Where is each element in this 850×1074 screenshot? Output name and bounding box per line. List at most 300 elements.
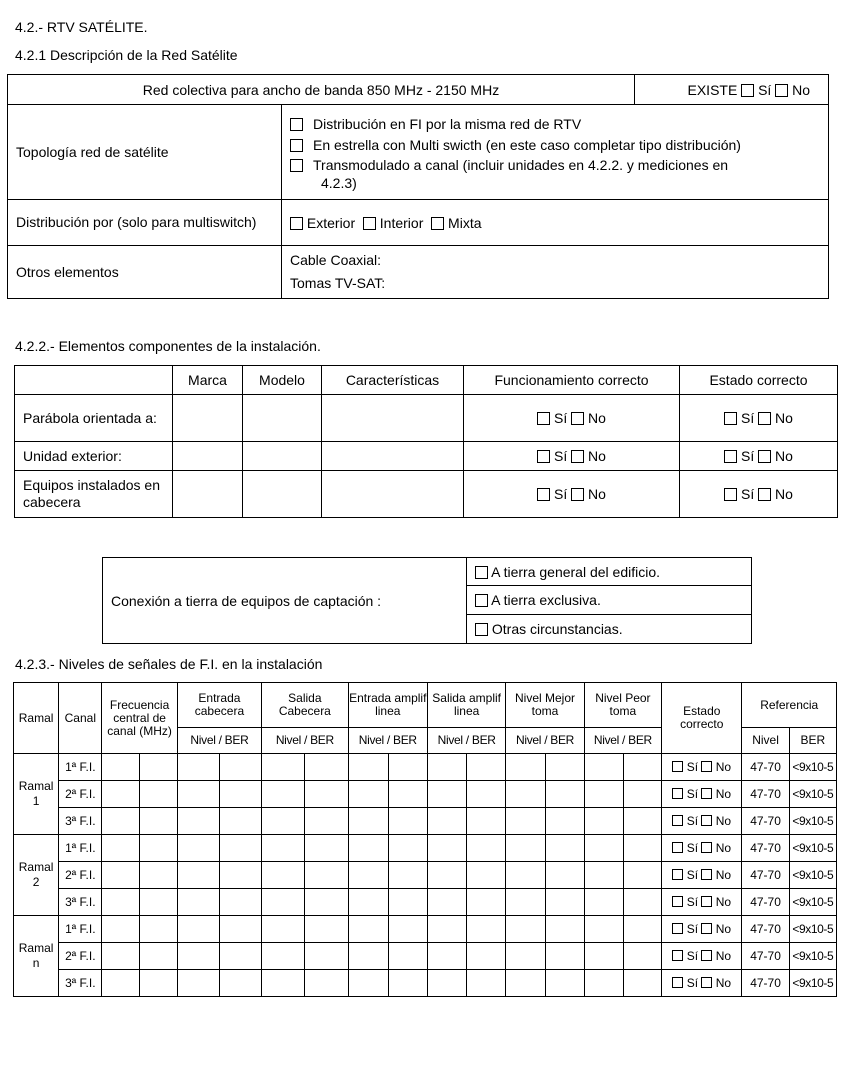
value-cell[interactable] — [506, 943, 545, 970]
value-cell[interactable] — [177, 835, 219, 862]
value-cell[interactable] — [584, 781, 623, 808]
ref-ber-value: <9x10-5 — [789, 808, 836, 835]
value-cell[interactable] — [584, 862, 623, 889]
value-cell[interactable] — [139, 943, 177, 970]
value-cell[interactable] — [348, 835, 388, 862]
value-cell[interactable] — [506, 889, 545, 916]
value-cell[interactable] — [467, 781, 506, 808]
value-cell[interactable] — [305, 889, 348, 916]
value-cell[interactable] — [388, 835, 427, 862]
ramal-label: Ramal n — [14, 916, 59, 997]
existe-no-checkbox[interactable] — [775, 84, 788, 97]
value-cell[interactable] — [427, 835, 466, 862]
value-cell[interactable] — [139, 781, 177, 808]
red-satelite-table — [7, 74, 829, 299]
no-label: No — [715, 975, 732, 990]
value-cell[interactable] — [348, 970, 388, 997]
value-cell[interactable] — [102, 943, 139, 970]
value-cell[interactable] — [102, 889, 139, 916]
canal-label: 2ª F.I. — [59, 943, 102, 970]
value-cell[interactable] — [305, 781, 348, 808]
value-cell[interactable] — [623, 970, 661, 997]
caracteristicas-cell[interactable] — [322, 471, 464, 518]
si-checkbox[interactable] — [672, 815, 683, 826]
si-checkbox[interactable] — [672, 923, 683, 934]
value-cell[interactable] — [219, 970, 261, 997]
value-cell[interactable] — [427, 970, 466, 997]
si-checkbox[interactable] — [672, 950, 683, 961]
elementos-table — [14, 365, 838, 518]
funcionamiento-cell — [464, 442, 680, 471]
no-checkbox[interactable] — [701, 869, 712, 880]
tierra-option — [467, 615, 752, 644]
header-frecuencia: Frecuencia central de canal (MHz) — [102, 683, 177, 754]
value-cell[interactable] — [177, 889, 219, 916]
value-cell[interactable] — [219, 808, 261, 835]
value-cell[interactable] — [545, 835, 584, 862]
modelo-cell[interactable] — [243, 395, 322, 442]
value-cell[interactable] — [623, 754, 661, 781]
value-cell[interactable] — [506, 862, 545, 889]
topologia-option-continuation: 4.2.3) — [321, 174, 357, 191]
value-cell[interactable] — [262, 781, 305, 808]
tierra-table — [102, 557, 752, 644]
ref-ber-value: <9x10-5 — [789, 970, 836, 997]
ref-ber-value: <9x10-5 — [789, 862, 836, 889]
no-label: No — [775, 486, 793, 502]
value-cell[interactable] — [388, 970, 427, 997]
value-cell[interactable] — [545, 808, 584, 835]
ref-nivel-value: 47-70 — [742, 970, 789, 997]
value-cell[interactable] — [584, 916, 623, 943]
table-row — [14, 862, 837, 889]
value-cell[interactable] — [388, 916, 427, 943]
canal-label: 2ª F.I. — [59, 862, 102, 889]
existe-label: EXISTE — [687, 81, 738, 98]
no-label: No — [588, 486, 606, 502]
value-cell[interactable] — [427, 754, 466, 781]
value-cell[interactable] — [388, 754, 427, 781]
ref-nivel-value: 47-70 — [742, 754, 789, 781]
value-cell[interactable] — [623, 835, 661, 862]
value-cell[interactable] — [262, 862, 305, 889]
no-checkbox[interactable] — [701, 977, 712, 988]
tierra-option-label: A tierra exclusiva. — [491, 592, 601, 608]
value-cell[interactable] — [545, 916, 584, 943]
value-cell[interactable] — [348, 943, 388, 970]
header-nivel-ber: Nivel / BER — [177, 728, 261, 754]
no-checkbox[interactable] — [571, 488, 584, 501]
si-label: Sí — [686, 813, 699, 828]
topologia-option-checkbox[interactable] — [290, 118, 303, 131]
section-title: 4.2.- RTV SATÉLITE. — [15, 19, 148, 35]
header-ramal: Ramal — [14, 683, 59, 754]
value-cell[interactable] — [427, 943, 466, 970]
value-cell[interactable] — [102, 781, 139, 808]
canal-label: 1ª F.I. — [59, 916, 102, 943]
header-nivel-ber: Nivel / BER — [506, 728, 584, 754]
header-ref-nivel: Nivel — [742, 728, 789, 754]
value-cell[interactable] — [262, 943, 305, 970]
si-checkbox[interactable] — [672, 869, 683, 880]
value-cell[interactable] — [467, 808, 506, 835]
value-cell[interactable] — [219, 835, 261, 862]
value-cell[interactable] — [427, 916, 466, 943]
value-cell[interactable] — [102, 835, 139, 862]
value-cell[interactable] — [102, 754, 139, 781]
si-checkbox[interactable] — [724, 412, 737, 425]
header-nivel-ber: Nivel / BER — [262, 728, 348, 754]
existe-no-label: No — [792, 81, 810, 98]
value-cell[interactable] — [348, 781, 388, 808]
no-checkbox[interactable] — [701, 923, 712, 934]
no-checkbox[interactable] — [701, 842, 712, 853]
marca-cell[interactable] — [173, 442, 243, 471]
estado-cell — [662, 970, 742, 997]
value-cell[interactable] — [545, 889, 584, 916]
si-label: Sí — [686, 786, 699, 801]
header-nivel-mejor: Nivel Mejor toma — [506, 683, 584, 728]
canal-label: 3ª F.I. — [59, 970, 102, 997]
no-label: No — [775, 410, 793, 426]
value-cell[interactable] — [623, 943, 661, 970]
value-cell[interactable] — [139, 835, 177, 862]
value-cell[interactable] — [139, 970, 177, 997]
no-label: No — [588, 410, 606, 426]
value-cell[interactable] — [584, 970, 623, 997]
value-cell[interactable] — [388, 862, 427, 889]
ref-nivel-value: 47-70 — [742, 916, 789, 943]
value-cell[interactable] — [262, 916, 305, 943]
value-cell[interactable] — [545, 754, 584, 781]
value-cell[interactable] — [219, 943, 261, 970]
value-cell[interactable] — [348, 862, 388, 889]
value-cell[interactable] — [262, 970, 305, 997]
tierra-exclusiva-checkbox[interactable] — [475, 594, 488, 607]
tierra-option-label: Otras circunstancias. — [491, 621, 623, 637]
no-label: No — [715, 813, 732, 828]
tomas-tvsat-field[interactable]: Tomas TV-SAT: — [290, 275, 386, 291]
header-salida-amplif: Salida amplif linea — [427, 683, 505, 728]
value-cell[interactable] — [467, 754, 506, 781]
value-cell[interactable] — [262, 808, 305, 835]
header-salida-cabecera: Salida Cabecera — [262, 683, 348, 728]
mixta-label: Mixta — [448, 214, 482, 231]
value-cell[interactable] — [305, 862, 348, 889]
si-checkbox[interactable] — [672, 788, 683, 799]
otros-items — [282, 246, 829, 299]
value-cell[interactable] — [102, 808, 139, 835]
ramal-label: Ramal 2 — [14, 835, 59, 916]
value-cell[interactable] — [102, 970, 139, 997]
value-cell[interactable] — [506, 808, 545, 835]
tierra-option-label: A tierra general del edificio. — [491, 563, 660, 580]
value-cell[interactable] — [427, 808, 466, 835]
value-cell[interactable] — [139, 754, 177, 781]
tierra-general-checkbox[interactable] — [475, 566, 488, 579]
value-cell[interactable] — [467, 835, 506, 862]
modelo-cell[interactable] — [243, 471, 322, 518]
estado-cell — [662, 916, 742, 943]
value-cell[interactable] — [177, 916, 219, 943]
no-label: No — [775, 448, 793, 464]
cable-coaxial-field[interactable]: Cable Coaxial: — [290, 252, 382, 268]
value-cell[interactable] — [427, 781, 466, 808]
value-cell[interactable] — [545, 970, 584, 997]
estado-cell — [680, 442, 838, 471]
header-ref-ber: BER — [789, 728, 836, 754]
estado-cell — [662, 754, 742, 781]
ref-nivel-value: 47-70 — [742, 943, 789, 970]
value-cell[interactable] — [388, 781, 427, 808]
header-marca: Marca — [173, 366, 243, 395]
si-label: Sí — [686, 759, 699, 774]
value-cell[interactable] — [623, 862, 661, 889]
si-label: Sí — [686, 975, 699, 990]
value-cell[interactable] — [262, 835, 305, 862]
value-cell[interactable] — [102, 916, 139, 943]
header-referencia: Referencia — [742, 683, 837, 728]
no-checkbox[interactable] — [758, 412, 771, 425]
si-label: Sí — [740, 448, 755, 464]
no-label: No — [715, 948, 732, 963]
si-checkbox[interactable] — [672, 761, 683, 772]
value-cell[interactable] — [467, 916, 506, 943]
table-row — [14, 754, 837, 781]
value-cell[interactable] — [467, 970, 506, 997]
si-checkbox[interactable] — [672, 896, 683, 907]
value-cell[interactable] — [177, 862, 219, 889]
no-checkbox[interactable] — [571, 450, 584, 463]
value-cell[interactable] — [305, 808, 348, 835]
value-cell[interactable] — [584, 808, 623, 835]
no-label: No — [588, 448, 606, 464]
canal-label: 1ª F.I. — [59, 835, 102, 862]
ref-ber-value: <9x10-5 — [789, 781, 836, 808]
header-nivel-ber: Nivel / BER — [584, 728, 661, 754]
funcionamiento-cell — [464, 395, 680, 442]
value-cell[interactable] — [305, 943, 348, 970]
header-estado: Estado correcto — [680, 366, 838, 395]
topologia-label: Topología red de satélite — [8, 105, 282, 200]
canal-label: 1ª F.I. — [59, 754, 102, 781]
value-cell[interactable] — [177, 943, 219, 970]
distribucion-label: Distribución por (solo para multiswitch) — [8, 200, 282, 246]
ref-ber-value: <9x10-5 — [789, 754, 836, 781]
canal-label: 3ª F.I. — [59, 808, 102, 835]
subsection-title: 4.2.1 Descripción de la Red Satélite — [15, 47, 238, 63]
no-checkbox[interactable] — [571, 412, 584, 425]
ref-ber-value: <9x10-5 — [789, 943, 836, 970]
niveles-table — [13, 682, 837, 997]
value-cell[interactable] — [623, 889, 661, 916]
si-label: Sí — [686, 921, 699, 936]
topologia-option-checkbox[interactable] — [290, 159, 303, 172]
value-cell[interactable] — [623, 808, 661, 835]
existe-cell — [634, 75, 828, 105]
value-cell[interactable] — [584, 835, 623, 862]
no-checkbox[interactable] — [701, 950, 712, 961]
si-checkbox[interactable] — [672, 842, 683, 853]
interior-label: Interior — [379, 214, 424, 231]
value-cell[interactable] — [305, 970, 348, 997]
si-label: Sí — [553, 486, 568, 502]
canal-label: 2ª F.I. — [59, 781, 102, 808]
si-checkbox[interactable] — [537, 412, 550, 425]
caracteristicas-cell[interactable] — [322, 395, 464, 442]
modelo-cell[interactable] — [243, 442, 322, 471]
value-cell[interactable] — [506, 754, 545, 781]
value-cell[interactable] — [139, 889, 177, 916]
topologia-option-label: Distribución en FI por la misma red de RTV — [313, 115, 582, 132]
table-row — [14, 781, 837, 808]
value-cell[interactable] — [545, 862, 584, 889]
estado-cell — [680, 395, 838, 442]
header-estado: Estado correcto — [662, 683, 742, 754]
red-colectiva-title: Red colectiva para ancho de banda 850 MHz - 2150 MHz — [8, 75, 635, 105]
value-cell[interactable] — [219, 781, 261, 808]
value-cell[interactable] — [623, 781, 661, 808]
si-label: Sí — [553, 448, 568, 464]
ref-ber-value: <9x10-5 — [789, 889, 836, 916]
interior-checkbox[interactable] — [363, 217, 376, 230]
si-checkbox[interactable] — [724, 450, 737, 463]
subsection-title: 4.2.3.- Niveles de señales de F.I. en la instalación — [15, 656, 323, 672]
tierra-option — [467, 586, 752, 615]
si-label: Sí — [740, 410, 755, 426]
table-row — [14, 889, 837, 916]
value-cell[interactable] — [623, 916, 661, 943]
value-cell[interactable] — [219, 862, 261, 889]
value-cell[interactable] — [177, 754, 219, 781]
no-checkbox[interactable] — [701, 761, 712, 772]
value-cell[interactable] — [348, 916, 388, 943]
otros-label: Otros elementos — [8, 246, 282, 299]
value-cell[interactable] — [305, 835, 348, 862]
no-label: No — [715, 894, 732, 909]
value-cell[interactable] — [139, 862, 177, 889]
caracteristicas-cell[interactable] — [322, 442, 464, 471]
estado-cell — [662, 862, 742, 889]
value-cell[interactable] — [467, 862, 506, 889]
value-cell[interactable] — [219, 889, 261, 916]
exterior-checkbox[interactable] — [290, 217, 303, 230]
value-cell[interactable] — [506, 916, 545, 943]
value-cell[interactable] — [348, 754, 388, 781]
value-cell[interactable] — [262, 889, 305, 916]
value-cell[interactable] — [102, 862, 139, 889]
value-cell[interactable] — [139, 808, 177, 835]
header-nivel-peor: Nivel Peor toma — [584, 683, 661, 728]
value-cell[interactable] — [506, 835, 545, 862]
tierra-option — [467, 558, 752, 586]
value-cell[interactable] — [305, 916, 348, 943]
value-cell[interactable] — [388, 808, 427, 835]
value-cell[interactable] — [467, 889, 506, 916]
si-checkbox[interactable] — [537, 450, 550, 463]
subsection-title: 4.2.2.- Elementos componentes de la instalación. — [15, 338, 321, 354]
row-label: Equipos instalados en cabecera — [15, 471, 173, 518]
ref-nivel-value: 47-70 — [742, 808, 789, 835]
si-checkbox[interactable] — [672, 977, 683, 988]
no-checkbox[interactable] — [758, 450, 771, 463]
value-cell[interactable] — [219, 754, 261, 781]
value-cell[interactable] — [177, 970, 219, 997]
si-label: Sí — [553, 410, 568, 426]
value-cell[interactable] — [219, 916, 261, 943]
header-canal: Canal — [59, 683, 102, 754]
funcionamiento-cell — [464, 471, 680, 518]
value-cell[interactable] — [467, 943, 506, 970]
value-cell[interactable] — [506, 970, 545, 997]
existe-si-label: Sí — [758, 81, 772, 98]
value-cell[interactable] — [388, 889, 427, 916]
estado-cell — [662, 835, 742, 862]
value-cell[interactable] — [305, 754, 348, 781]
value-cell[interactable] — [177, 808, 219, 835]
si-checkbox[interactable] — [724, 488, 737, 501]
header-nivel-ber: Nivel / BER — [427, 728, 505, 754]
topologia-option-label: En estrella con Multi swicth (en este caso completar tipo distribución) — [313, 136, 741, 153]
table-row — [14, 835, 837, 862]
value-cell[interactable] — [348, 808, 388, 835]
no-checkbox[interactable] — [701, 815, 712, 826]
estado-cell — [662, 889, 742, 916]
canal-label: 3ª F.I. — [59, 889, 102, 916]
value-cell[interactable] — [177, 781, 219, 808]
si-label: Sí — [686, 867, 699, 882]
table-row — [14, 916, 837, 943]
ref-nivel-value: 47-70 — [742, 862, 789, 889]
row-label: Unidad exterior: — [15, 442, 173, 471]
marca-cell[interactable] — [173, 395, 243, 442]
value-cell[interactable] — [545, 781, 584, 808]
si-checkbox[interactable] — [537, 488, 550, 501]
ramal-label: Ramal 1 — [14, 754, 59, 835]
value-cell[interactable] — [584, 889, 623, 916]
value-cell[interactable] — [139, 916, 177, 943]
header-entrada-cabecera: Entrada cabecera — [177, 683, 261, 728]
no-checkbox[interactable] — [701, 896, 712, 907]
value-cell[interactable] — [584, 943, 623, 970]
existe-si-checkbox[interactable] — [741, 84, 754, 97]
no-checkbox[interactable] — [758, 488, 771, 501]
value-cell[interactable] — [388, 943, 427, 970]
ref-ber-value: <9x10-5 — [789, 916, 836, 943]
mixta-checkbox[interactable] — [431, 217, 444, 230]
value-cell[interactable] — [427, 862, 466, 889]
value-cell[interactable] — [348, 889, 388, 916]
value-cell[interactable] — [506, 781, 545, 808]
value-cell[interactable] — [262, 754, 305, 781]
estado-cell — [662, 943, 742, 970]
table-row — [14, 808, 837, 835]
ref-ber-value: <9x10-5 — [789, 835, 836, 862]
marca-cell[interactable] — [173, 471, 243, 518]
header-modelo: Modelo — [243, 366, 322, 395]
otras-circunstancias-checkbox[interactable] — [475, 623, 488, 636]
header-caracteristicas: Características — [322, 366, 464, 395]
value-cell[interactable] — [545, 943, 584, 970]
value-cell[interactable] — [427, 889, 466, 916]
value-cell[interactable] — [584, 754, 623, 781]
topologia-option-checkbox[interactable] — [290, 139, 303, 152]
table-row — [14, 943, 837, 970]
si-label: Sí — [686, 894, 699, 909]
header-nivel-ber: Nivel / BER — [348, 728, 427, 754]
no-checkbox[interactable] — [701, 788, 712, 799]
no-label: No — [715, 840, 732, 855]
